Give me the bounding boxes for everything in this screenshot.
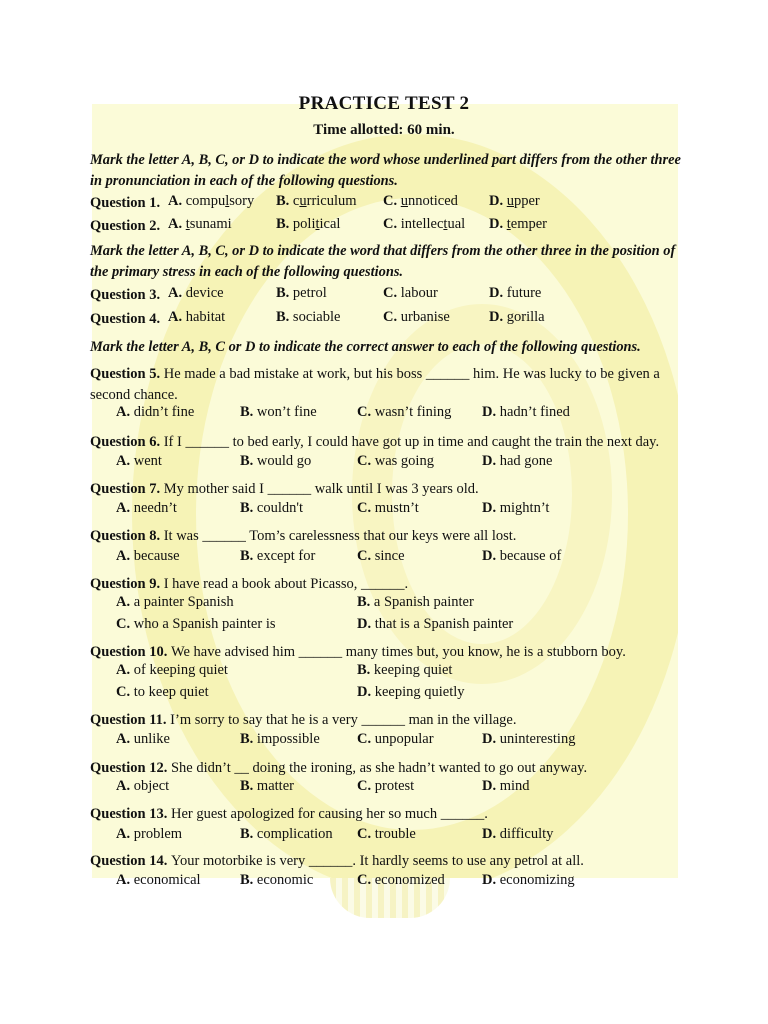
- option-text: impossible: [256, 731, 320, 747]
- option-2-b: B. political: [276, 216, 341, 232]
- question-14: [90, 851, 682, 872]
- underlined-part: u: [299, 193, 307, 209]
- option-letter: B.: [240, 778, 257, 794]
- question-stem: Her guest apologized for causing her so much ______.: [170, 806, 488, 822]
- option-letter: C.: [357, 453, 375, 469]
- question-label: Question 8.: [90, 528, 164, 544]
- option-letter: D.: [482, 872, 500, 888]
- option-text: unpopular: [374, 731, 434, 747]
- option-6-b: [240, 453, 311, 470]
- option-text: economical: [133, 872, 201, 888]
- option-letter: C.: [357, 500, 375, 516]
- question-label: Question 4.: [90, 311, 161, 327]
- question-9: [90, 574, 682, 595]
- option-14-d: [482, 872, 575, 889]
- option-4-c: [383, 309, 450, 326]
- section-instruction-1: Mark the letter A, B, C, or D to indicate the word whose underlined part differs from the other three in pronunciation in each of the following questions.: [90, 152, 681, 189]
- question-13: [90, 804, 682, 825]
- option-letter: A.: [168, 193, 186, 209]
- option-text: a Spanish painter: [373, 594, 474, 610]
- option-10-d: [357, 684, 465, 701]
- option-text: except for: [256, 548, 316, 564]
- option-11-a: [116, 731, 170, 748]
- option-letter: C.: [357, 826, 375, 842]
- option-text: object: [133, 778, 170, 794]
- option-13-a: [116, 826, 182, 843]
- option-12-d: [482, 778, 530, 795]
- option-letter: D.: [482, 778, 500, 794]
- option-5-b: [240, 404, 317, 421]
- underlined-part: t: [185, 216, 190, 232]
- option-letter: D.: [489, 193, 507, 209]
- option-letter: A.: [116, 500, 134, 516]
- option-10-a: [116, 662, 228, 679]
- option-text: future: [506, 285, 542, 301]
- option-text: wasn’t fining: [374, 404, 452, 420]
- option-3-d: [489, 285, 541, 302]
- underlined-part: l: [225, 193, 230, 209]
- option-text: mightn’t: [499, 500, 550, 516]
- option-text: labour: [400, 285, 438, 301]
- option-letter: C.: [383, 216, 401, 232]
- option-letter: A.: [116, 594, 134, 610]
- option-9-a: [116, 594, 234, 611]
- option-13-c: [357, 826, 416, 843]
- option-1-d: D. upper: [489, 193, 540, 209]
- option-letter: D.: [482, 731, 500, 747]
- question-stem: If I ______ to bed early, I could have got up in time and caught the train the next day.: [163, 434, 660, 450]
- option-letter: C.: [383, 309, 401, 325]
- option-14-a: [116, 872, 201, 889]
- option-14-c: [357, 872, 445, 889]
- option-letter: A.: [116, 731, 134, 747]
- option-letter: C.: [357, 872, 375, 888]
- option-3-b: [276, 285, 327, 302]
- option-7-d: [482, 500, 549, 517]
- option-letter: B.: [240, 500, 257, 516]
- option-2-d: D. temper: [489, 216, 547, 232]
- option-5-d: [482, 404, 570, 421]
- question-label: Question 9.: [90, 576, 164, 592]
- question-10: [90, 642, 682, 663]
- question-label: Question 2.: [90, 218, 161, 234]
- question-11: [90, 710, 682, 731]
- option-1-c: C. unnoticed: [383, 193, 458, 209]
- underlined-part: t: [443, 216, 448, 232]
- option-text: petrol: [292, 285, 327, 301]
- option-letter: B.: [240, 826, 257, 842]
- option-4-b: [276, 309, 340, 326]
- option-letter: A.: [116, 826, 134, 842]
- option-4-d: [489, 309, 545, 326]
- option-letter: D.: [489, 309, 507, 325]
- question-stem: He made a bad mistake at work, but his boss ______ him. He was lucky to be given a second chance.: [90, 366, 660, 403]
- option-letter: B.: [276, 216, 293, 232]
- option-text: because: [133, 548, 180, 564]
- option-text: mind: [499, 778, 530, 794]
- option-text: habitat: [185, 309, 226, 325]
- question-stem: Your motorbike is very ______. It hardly seems to use any petrol at all.: [170, 853, 584, 869]
- question-6: [90, 432, 682, 453]
- option-text: difficulty: [499, 826, 554, 842]
- question-label: Question 3.: [90, 287, 161, 303]
- option-1-b: B. curriculum: [276, 193, 357, 209]
- question-label: Question 5.: [90, 366, 164, 382]
- option-letter: C.: [116, 684, 134, 700]
- option-text: couldn't: [256, 500, 304, 516]
- option-letter: A.: [116, 778, 134, 794]
- underlined-part: t: [315, 216, 320, 232]
- option-letter: D.: [489, 216, 507, 232]
- option-text: was going: [374, 453, 434, 469]
- option-letter: C.: [357, 778, 375, 794]
- option-2-c: C. intellectual: [383, 216, 466, 232]
- option-9-c: [116, 616, 276, 633]
- option-letter: A.: [168, 285, 186, 301]
- option-letter: A.: [168, 216, 186, 232]
- option-8-b: [240, 548, 315, 565]
- option-letter: B.: [357, 594, 374, 610]
- option-12-a: [116, 778, 169, 795]
- question-label: Question 6.: [90, 434, 164, 450]
- option-letter: D.: [357, 616, 375, 632]
- question-stem: It was ______ Tom’s carelessness that our keys were all lost.: [163, 528, 517, 544]
- option-text: who a Spanish painter is: [133, 616, 276, 632]
- option-text: a painter Spanish: [133, 594, 234, 610]
- option-letter: A.: [116, 662, 134, 678]
- option-6-c: [357, 453, 434, 470]
- option-text: sociable: [292, 309, 341, 325]
- option-8-a: [116, 548, 180, 565]
- option-7-a: [116, 500, 177, 517]
- option-text: economized: [374, 872, 445, 888]
- option-letter: C.: [116, 616, 134, 632]
- section-instruction-3: Mark the letter A, B, C or D to indicate the correct answer to each of the following questions.: [90, 339, 641, 355]
- option-letter: B.: [240, 731, 257, 747]
- option-text: unlike: [133, 731, 170, 747]
- option-text: trouble: [374, 826, 416, 842]
- option-letter: C.: [357, 731, 375, 747]
- option-letter: D.: [482, 548, 500, 564]
- option-letter: C.: [383, 285, 401, 301]
- question-7: [90, 479, 682, 500]
- question-8: [90, 526, 682, 547]
- question-stem: I’m sorry to say that he is a very ______ man in the village.: [170, 712, 517, 728]
- option-text: needn’t: [133, 500, 177, 516]
- question-stem: I have read a book about Picasso, ______.: [163, 576, 409, 592]
- option-6-d: [482, 453, 552, 470]
- option-text: because of: [499, 548, 562, 564]
- option-9-d: [357, 616, 513, 633]
- option-letter: B.: [240, 453, 257, 469]
- option-letter: B.: [276, 285, 293, 301]
- option-text: won’t fine: [256, 404, 317, 420]
- question-label: Question 1.: [90, 195, 161, 211]
- option-3-c: [383, 285, 438, 302]
- option-letter: A.: [116, 872, 134, 888]
- option-letter: D.: [489, 285, 507, 301]
- option-11-d: [482, 731, 575, 748]
- option-8-c: [357, 548, 405, 565]
- option-letter: D.: [482, 453, 500, 469]
- option-12-b: [240, 778, 294, 795]
- option-letter: B.: [357, 662, 374, 678]
- option-text: to keep quiet: [133, 684, 209, 700]
- option-3-a: [168, 285, 224, 302]
- option-letter: B.: [276, 309, 293, 325]
- option-letter: C.: [383, 193, 401, 209]
- option-5-a: [116, 404, 194, 421]
- option-text: hadn’t fined: [499, 404, 570, 420]
- option-letter: A.: [116, 453, 134, 469]
- option-text: gorilla: [506, 309, 545, 325]
- option-text: economizing: [499, 872, 575, 888]
- option-letter: A.: [168, 309, 186, 325]
- option-12-c: [357, 778, 414, 795]
- option-text: economic: [256, 872, 314, 888]
- option-text: had gone: [499, 453, 553, 469]
- option-letter: D.: [482, 826, 500, 842]
- question-label: Question 10.: [90, 644, 171, 660]
- option-14-b: [240, 872, 313, 889]
- option-11-c: [357, 731, 434, 748]
- question-label: Question 13.: [90, 806, 171, 822]
- option-text: didn’t fine: [133, 404, 195, 420]
- option-5-c: [357, 404, 451, 421]
- question-stem: We have advised him ______ many times but, you know, he is a stubborn boy.: [170, 644, 626, 660]
- option-text: uninteresting: [499, 731, 576, 747]
- option-13-b: [240, 826, 333, 843]
- option-letter: B.: [276, 193, 293, 209]
- option-letter: D.: [482, 404, 500, 420]
- option-text: of keeping quiet: [133, 662, 228, 678]
- underlined-part: u: [506, 193, 514, 209]
- option-letter: D.: [357, 684, 375, 700]
- question-label: Question 12.: [90, 760, 171, 776]
- question-stem: She didn’t __ doing the ironing, as she hadn’t wanted to go out anyway.: [170, 760, 588, 776]
- option-text: would go: [256, 453, 312, 469]
- page-title: PRACTICE TEST 2: [298, 93, 470, 114]
- option-letter: B.: [240, 872, 257, 888]
- option-text: mustn’t: [374, 500, 419, 516]
- underlined-part: t: [506, 216, 511, 232]
- question-stem: My mother said I ______ walk until I was 3 years old.: [163, 481, 479, 497]
- option-text: keeping quietly: [374, 684, 465, 700]
- option-letter: D.: [482, 500, 500, 516]
- question-label: Question 11.: [90, 712, 171, 728]
- time-allotted: Time allotted: 60 min.: [313, 122, 455, 138]
- option-letter: C.: [357, 548, 375, 564]
- option-6-a: [116, 453, 162, 470]
- option-13-d: [482, 826, 553, 843]
- option-9-b: [357, 594, 474, 611]
- option-4-a: [168, 309, 225, 326]
- option-letter: A.: [116, 548, 134, 564]
- option-11-b: [240, 731, 320, 748]
- option-letter: B.: [240, 404, 257, 420]
- option-8-d: [482, 548, 561, 565]
- option-1-a: A. compulsory: [168, 193, 255, 209]
- option-letter: B.: [240, 548, 257, 564]
- option-text: complication: [256, 826, 333, 842]
- option-text: keeping quiet: [373, 662, 453, 678]
- option-text: protest: [374, 778, 415, 794]
- question-12: [90, 758, 682, 779]
- option-7-b: [240, 500, 303, 517]
- question-label: Question 14.: [90, 853, 171, 869]
- option-text: went: [133, 453, 162, 469]
- option-10-b: [357, 662, 452, 679]
- question-label: Question 7.: [90, 481, 164, 497]
- option-10-c: [116, 684, 209, 701]
- option-7-c: [357, 500, 419, 517]
- option-text: problem: [133, 826, 183, 842]
- option-text: since: [374, 548, 405, 564]
- option-2-a: A. tsunami: [168, 216, 232, 232]
- option-letter: C.: [357, 404, 375, 420]
- option-letter: A.: [116, 404, 134, 420]
- section-instruction-2: Mark the letter A, B, C, or D to indicate the word that differs from the other three in the position of the primary stress in each of the following questions.: [90, 243, 676, 280]
- question-5: [90, 364, 682, 406]
- option-text: device: [185, 285, 224, 301]
- underlined-part: u: [400, 193, 408, 209]
- option-text: that is a Spanish painter: [374, 616, 514, 632]
- option-text: urbanise: [400, 309, 450, 325]
- option-text: matter: [256, 778, 294, 794]
